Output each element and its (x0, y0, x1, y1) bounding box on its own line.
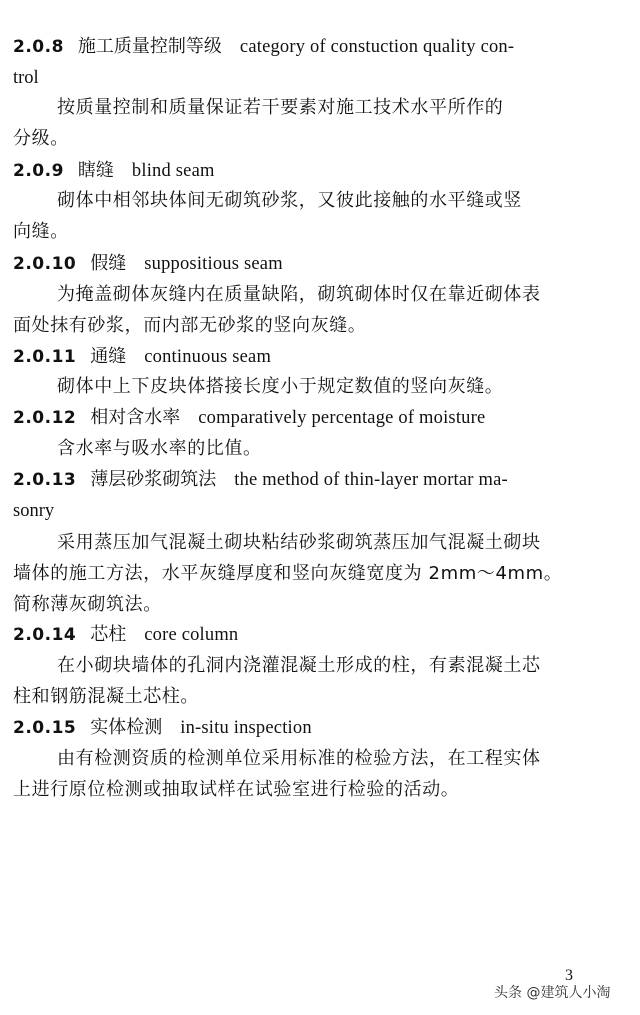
term-english: the method of thin-layer mortar ma- (234, 470, 508, 490)
term-number: 2.0.12 (13, 408, 77, 428)
definition-line: 含水率与吸水率的比值。 (57, 438, 262, 459)
term-heading (13, 344, 600, 370)
definition-line: 由有检测资质的检测单位采用标准的检验方法，在工程实体 (57, 748, 541, 769)
term-chinese: 施工质量控制等级 (77, 36, 222, 57)
definition-line: 墙体的施工方法，水平灰缝厚度和竖向灰缝宽度为 2mm～4mm。 (13, 563, 563, 584)
definition-line: 砌体中相邻块体间无砌筑砂浆，又彼此接触的水平缝或竖 (57, 190, 522, 211)
term-heading (13, 467, 600, 493)
term-english: core column (144, 625, 239, 645)
term-english-continued: trol (13, 68, 39, 88)
definition-line: 采用蒸压加气混凝土砌块粘结砂浆砌筑蒸压加气混凝土砌块 (57, 532, 541, 553)
term-chinese: 芯柱 (90, 624, 127, 645)
definition-line: 分级。 (13, 128, 69, 149)
term-number: 2.0.9 (13, 161, 64, 181)
term-number: 2.0.15 (13, 718, 77, 738)
term-english: in-situ inspection (180, 718, 312, 738)
term-chinese: 相对含水率 (90, 407, 181, 428)
term-heading (13, 622, 600, 648)
term-number: 2.0.13 (13, 470, 77, 490)
term-chinese: 实体检测 (90, 717, 163, 738)
definition-line: 柱和钢筋混凝土芯柱。 (13, 686, 199, 707)
term-english: category of constuction quality con- (239, 37, 515, 57)
term-english: continuous seam (144, 347, 272, 367)
term-english: comparatively percentage of moisture (198, 408, 486, 428)
term-chinese: 瞎缝 (77, 160, 114, 181)
term-chinese: 通缝 (90, 346, 127, 367)
term-heading (13, 34, 600, 60)
term-chinese: 薄层砂浆砌筑法 (90, 469, 217, 490)
term-number: 2.0.14 (13, 625, 77, 645)
term-number: 2.0.8 (13, 37, 64, 57)
definition-line: 按质量控制和质量保证若干要素对施工技术水平所作的 (57, 97, 504, 118)
definition-line: 向缝。 (13, 221, 69, 242)
term-heading (13, 715, 600, 741)
definition-line: 上进行原位检测或抽取试样在试验室进行检验的活动。 (13, 779, 460, 800)
term-chinese: 假缝 (90, 253, 127, 274)
term-english: suppositious seam (144, 254, 283, 274)
definition-line: 面处抹有砂浆，而内部无砂浆的竖向灰缝。 (13, 315, 367, 336)
definition-line: 简称薄灰砌筑法。 (13, 594, 162, 615)
page-number: 3 (565, 967, 573, 984)
term-english: blind seam (131, 161, 215, 181)
term-heading (13, 158, 600, 184)
term-heading (13, 251, 600, 277)
term-number: 2.0.11 (13, 347, 77, 367)
definition-line: 砌体中上下皮块体搭接长度小于规定数值的竖向灰缝。 (57, 376, 504, 397)
watermark: 头条 @建筑人小淘 (494, 985, 611, 1001)
term-heading (13, 405, 600, 431)
definition-line: 在小砌块墙体的孔洞内浇灌混凝土形成的柱，有素混凝土芯 (57, 655, 541, 676)
term-number: 2.0.10 (13, 254, 77, 274)
term-english-continued: sonry (13, 501, 55, 521)
definition-line: 为掩盖砌体灰缝内在质量缺陷，砌筑砌体时仅在靠近砌体表 (57, 284, 541, 305)
